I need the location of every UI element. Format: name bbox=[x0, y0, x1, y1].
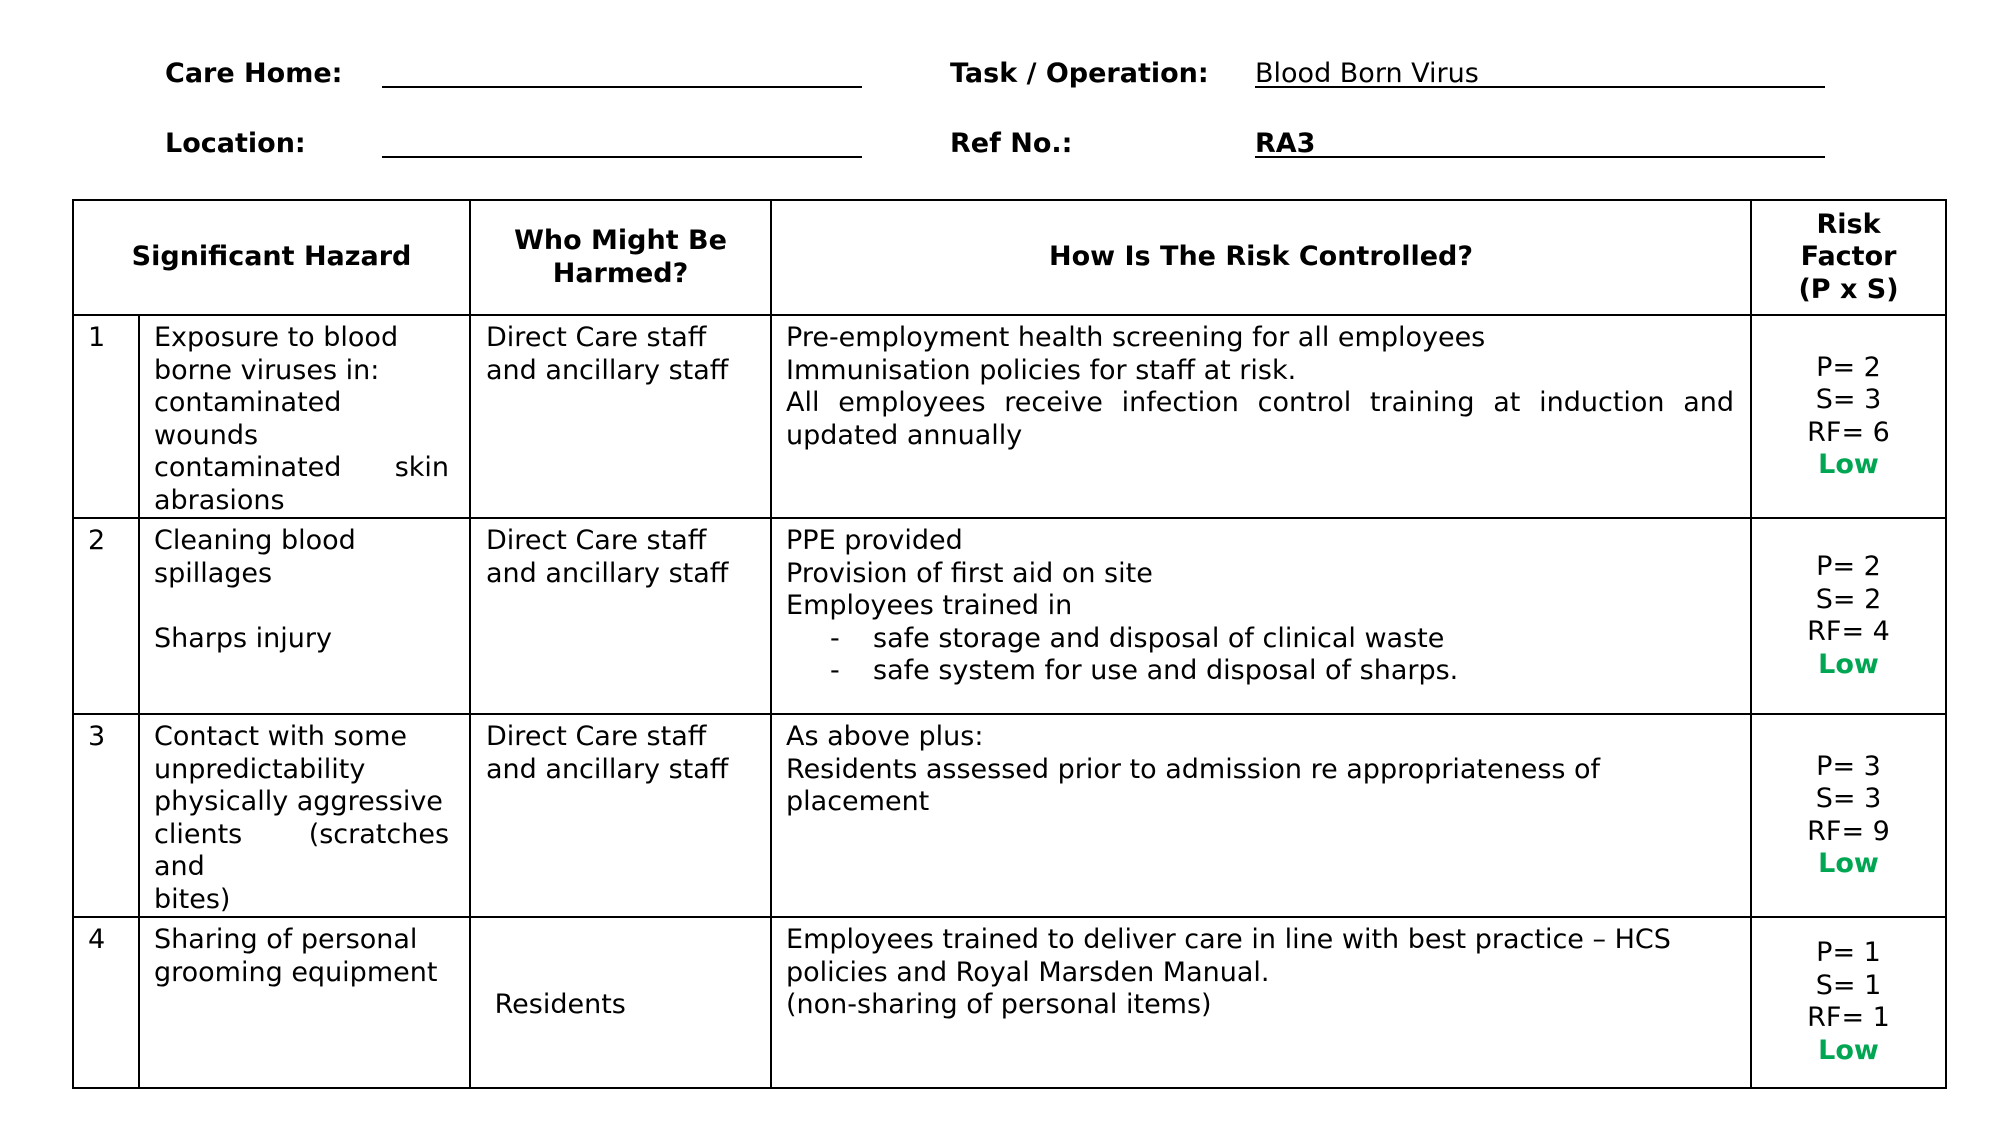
control-cell: As above plus: Residents assessed prior to admission re appropriateness of placement bbox=[771, 714, 1751, 917]
who-harmed-cell: Residents bbox=[470, 917, 771, 1088]
row-number: 2 bbox=[73, 518, 139, 714]
care-home-label: Care Home: bbox=[165, 58, 343, 89]
hazard-cell: Exposure to blood borne viruses in: contaminated wounds contaminated skin abrasions bbox=[139, 315, 470, 518]
table-row bbox=[73, 518, 1946, 714]
risk-level-badge: Low bbox=[1818, 848, 1879, 879]
control-cell: PPE provided Provision of first aid on site Employees trained in - safe storage and disposal of clinical waste - safe system for use and disposal of sharps. bbox=[771, 518, 1751, 714]
col-header-who: Who Might Be Harmed? bbox=[470, 200, 771, 315]
task-value: Blood Born Virus bbox=[1255, 58, 1479, 89]
hazard-cell: Sharing of personal grooming equipment bbox=[139, 917, 470, 1088]
control-cell: Pre-employment health screening for all employees Immunisation policies for staff at risk. All employees receive infection control training at induction and updated annually bbox=[771, 315, 1751, 518]
table-row bbox=[73, 714, 1946, 917]
ref-label: Ref No.: bbox=[950, 128, 1073, 159]
risk-level-badge: Low bbox=[1818, 1034, 1879, 1066]
location-field[interactable] bbox=[382, 156, 862, 158]
table-row bbox=[73, 917, 1946, 1088]
location-label: Location: bbox=[165, 128, 306, 159]
table-header-row bbox=[73, 200, 1946, 315]
risk-factor-cell: P= 2 S= 3 RF= 6 Low bbox=[1751, 315, 1946, 518]
table-row bbox=[73, 315, 1946, 518]
who-harmed-cell: Direct Care staff and ancillary staff bbox=[470, 714, 771, 917]
care-home-field[interactable] bbox=[382, 86, 862, 88]
col-header-control: How Is The Risk Controlled? bbox=[771, 200, 1751, 315]
control-cell: Employees trained to deliver care in line with best practice – HCS policies and Royal Marsden Manual. (non-sharing of personal items) bbox=[771, 917, 1751, 1088]
task-label: Task / Operation: bbox=[950, 58, 1209, 89]
risk-factor-cell: P= 3 S= 3 RF= 9 Low bbox=[1751, 714, 1946, 917]
col-header-risk: Risk Factor (P x S) bbox=[1751, 200, 1946, 315]
risk-assessment-table bbox=[72, 199, 1947, 1089]
hazard-cell: Contact with some unpredictability physically aggressive clients (scratches and bites) bbox=[139, 714, 470, 917]
task-field-underline[interactable] bbox=[1255, 86, 1825, 88]
risk-level-badge: Low bbox=[1818, 449, 1879, 480]
hazard-cell: Cleaning blood spillages Sharps injury bbox=[139, 518, 470, 714]
list-item: - safe storage and disposal of clinical waste bbox=[830, 622, 1445, 654]
list-item: - safe system for use and disposal of sharps. bbox=[830, 655, 1459, 686]
risk-factor-cell: P= 1 S= 1 RF= 1 Low bbox=[1751, 917, 1946, 1088]
col-header-hazard: Significant Hazard bbox=[73, 200, 470, 315]
ref-field-underline[interactable] bbox=[1255, 156, 1825, 158]
row-number: 4 bbox=[73, 917, 139, 1088]
who-harmed-cell: Direct Care staff and ancillary staff bbox=[470, 315, 771, 518]
ref-value: RA3 bbox=[1255, 128, 1316, 159]
risk-factor-cell: P= 2 S= 2 RF= 4 Low bbox=[1751, 518, 1946, 714]
row-number: 1 bbox=[73, 315, 139, 518]
row-number: 3 bbox=[73, 714, 139, 917]
risk-level-badge: Low bbox=[1818, 648, 1879, 680]
who-harmed-cell: Direct Care staff and ancillary staff bbox=[470, 518, 771, 714]
